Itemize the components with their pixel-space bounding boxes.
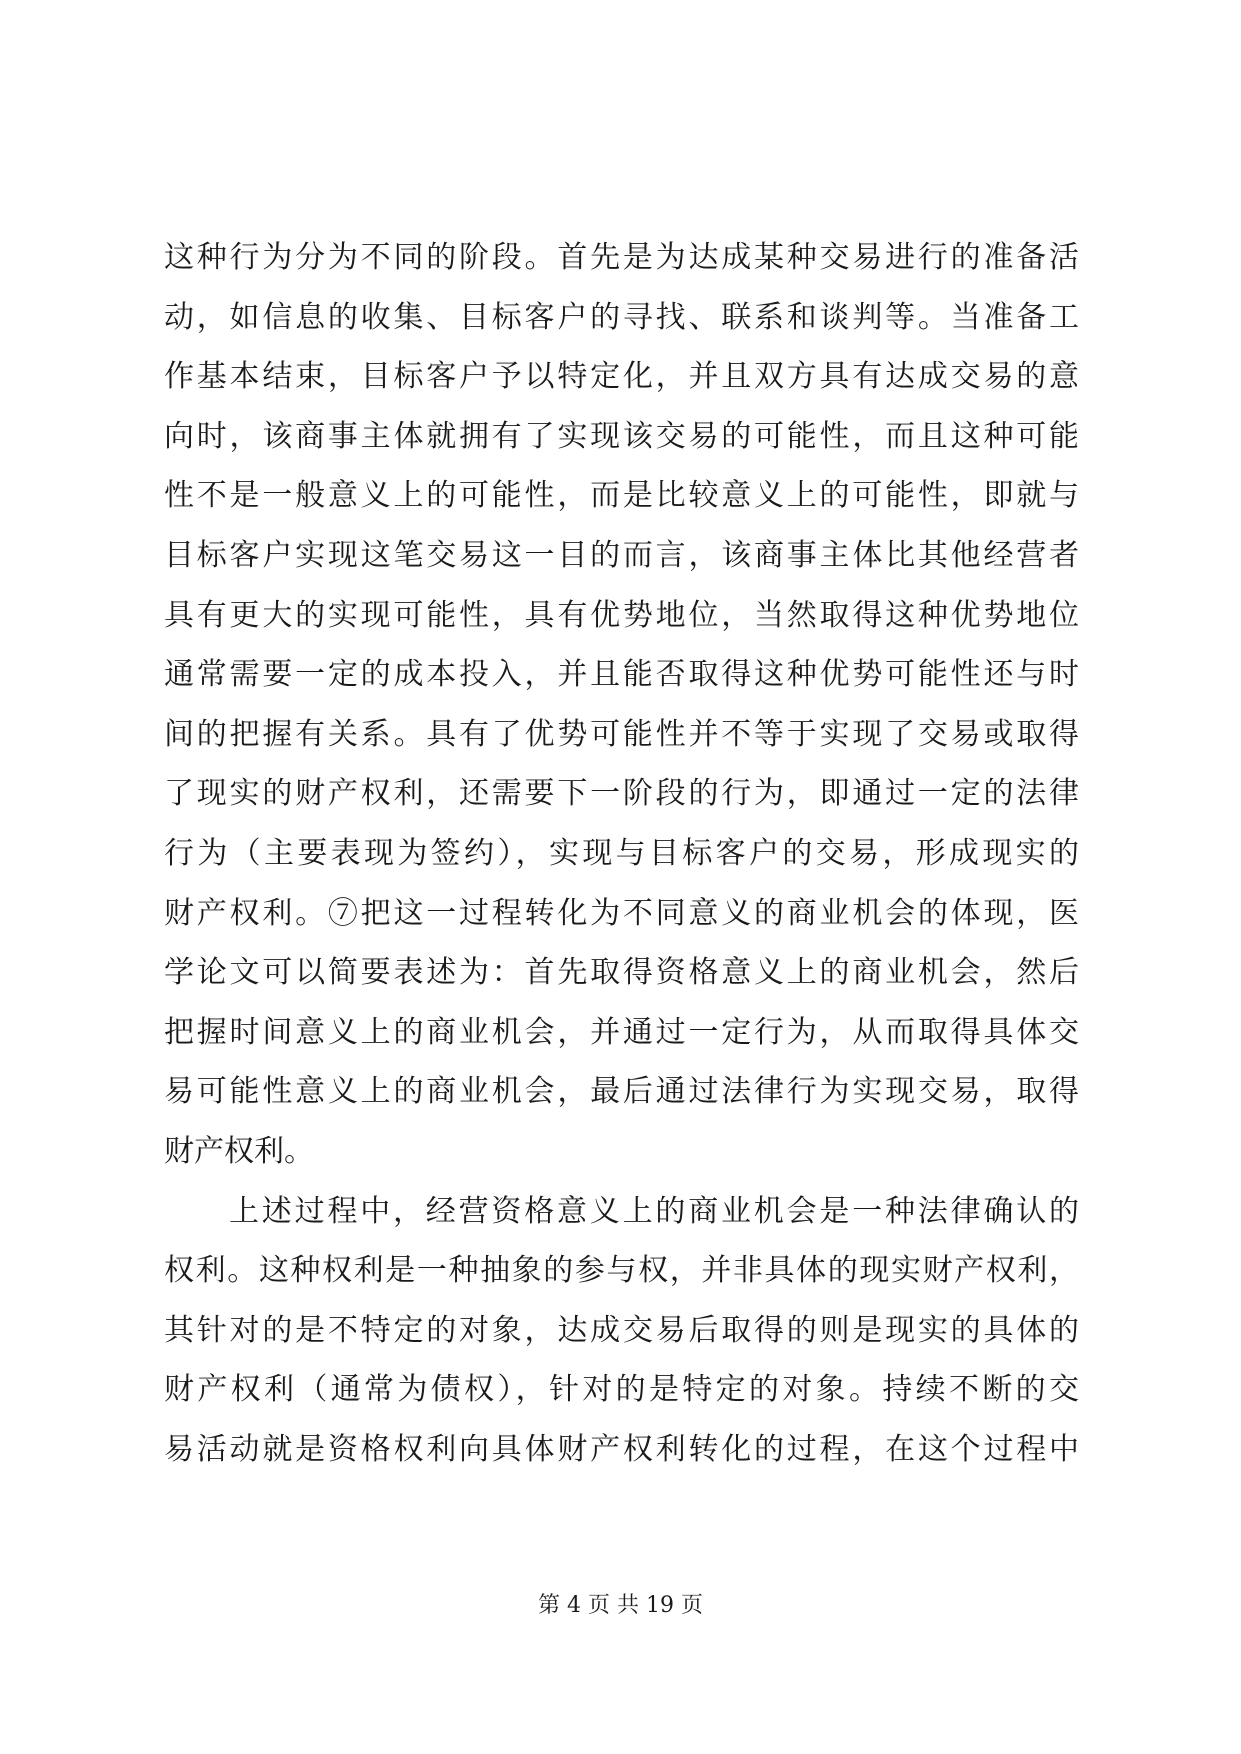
text-line: 学论文可以简要表述为：首先取得资格意义上的商业机会，然后 [164, 955, 1079, 991]
text-line: 动，如信息的收集、目标客户的寻找、联系和谈判等。当准备工 [164, 299, 1079, 335]
text-line: 行为（主要表现为签约），实现与目标客户的交易，形成现实的 [164, 835, 1079, 871]
text-line: 其针对的是不特定的对象，达成交易后取得的则是现实的具体的 [164, 1312, 1079, 1348]
page-number-label: 第 4 页 共 19 页 [538, 1593, 703, 1618]
text-line: 财产权利。 [164, 1133, 314, 1169]
text-line: 把握时间意义上的商业机会，并通过一定行为，从而取得具体交 [164, 1014, 1079, 1050]
text-line: 了现实的财产权利，还需要下一阶段的行为，即通过一定的法律 [164, 776, 1079, 812]
paragraph-2 [164, 1182, 1079, 1480]
text-line: 作基本结束，目标客户予以特定化，并且双方具有达成交易的意 [164, 359, 1079, 395]
text-line: 上述过程中，经营资格意义上的商业机会是一种法律确认的 [229, 1193, 1079, 1229]
text-line: 间的把握有关系。具有了优势可能性并不等于实现了交易或取得 [164, 716, 1079, 752]
text-line: 财产权利。⑦把这一过程转化为不同意义的商业机会的体现，医 [164, 895, 1079, 931]
text-line: 财产权利（通常为债权），针对的是特定的对象。持续不断的交 [164, 1372, 1079, 1408]
paragraph-1 [164, 228, 1079, 1182]
body-text [164, 228, 1079, 1479]
text-line: 权利。这种权利是一种抽象的参与权，并非具体的现实财产权利， [164, 1253, 1079, 1289]
text-line: 这种行为分为不同的阶段。首先是为达成某种交易进行的准备活 [164, 240, 1079, 275]
page-footer [0, 1588, 1241, 1619]
text-line: 性不是一般意义上的可能性，而是比较意义上的可能性，即就与 [164, 478, 1079, 514]
text-line: 易活动就是资格权利向具体财产权利转化的过程，在这个过程中 [164, 1431, 1079, 1467]
text-line: 向时，该商事主体就拥有了实现该交易的可能性，而且这种可能 [164, 418, 1079, 454]
text-line: 通常需要一定的成本投入，并且能否取得这种优势可能性还与时 [164, 657, 1079, 693]
text-line: 具有更大的实现可能性，具有优势地位，当然取得这种优势地位 [164, 597, 1079, 633]
text-line: 易可能性意义上的商业机会，最后通过法律行为实现交易，取得 [164, 1074, 1079, 1110]
text-line: 目标客户实现这笔交易这一目的而言，该商事主体比其他经营者 [164, 537, 1079, 573]
